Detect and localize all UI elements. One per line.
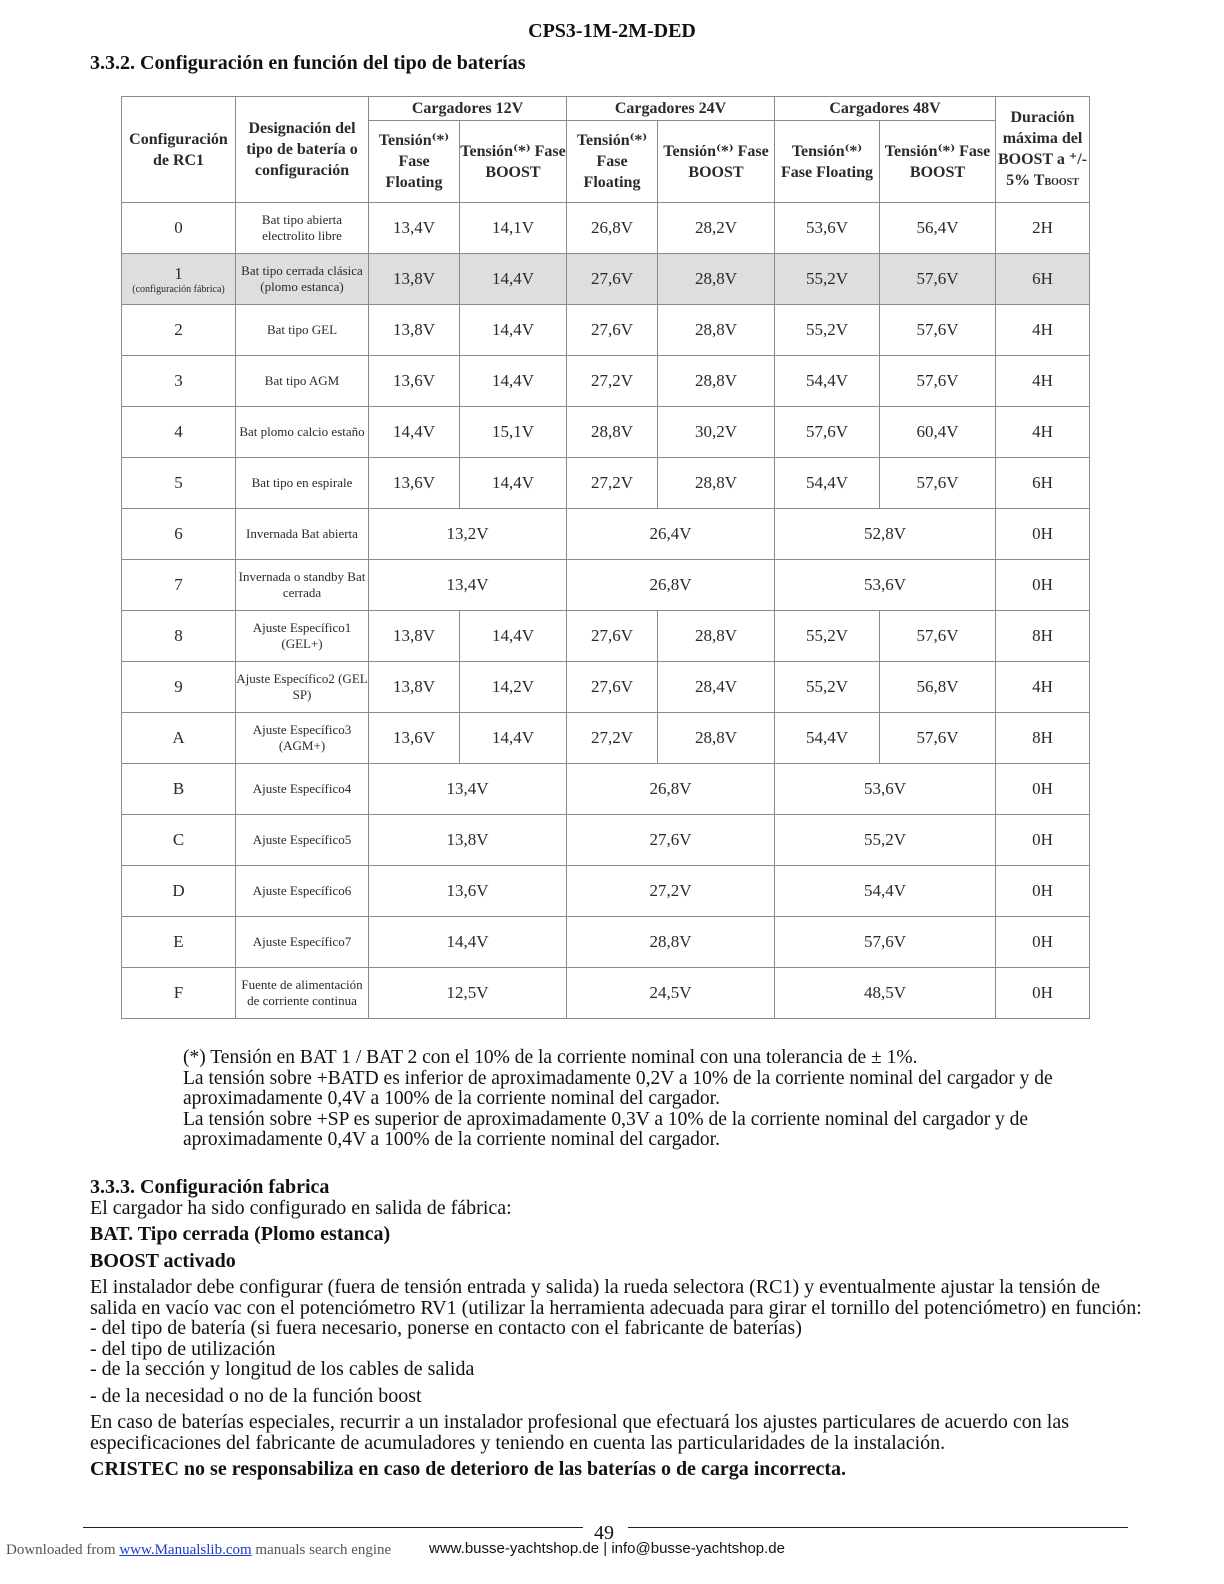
- config-key: 9: [174, 677, 183, 696]
- voltage-cell: 57,6V: [880, 356, 996, 407]
- factory-config-intro: El cargador ha sido configurado en salida de fábrica:: [90, 1196, 512, 1219]
- voltage-cell: 13,8V: [369, 662, 460, 713]
- battery-config-table: [121, 96, 1090, 1019]
- criteria-item-2: - del tipo de utilización: [90, 1337, 276, 1360]
- header-48v-floating: Tensión⁽*⁾ Fase Floating: [775, 121, 880, 203]
- config-key-cell: [122, 305, 236, 356]
- voltage-cell: 14,1V: [460, 203, 567, 254]
- config-key-cell: [122, 560, 236, 611]
- header-designation: Designación del tipo de batería o configuración: [236, 97, 369, 203]
- voltage-cell: 13,4V: [369, 764, 567, 815]
- table-row: [122, 407, 1090, 458]
- footer-manualslib-link[interactable]: www.Manualslib.com: [119, 1542, 252, 1558]
- table-row: [122, 458, 1090, 509]
- config-key: E: [173, 932, 184, 951]
- voltage-cell: 27,2V: [567, 713, 658, 764]
- config-key: 0: [174, 218, 183, 237]
- config-key-cell: [122, 764, 236, 815]
- table-row: [122, 509, 1090, 560]
- config-key: F: [173, 983, 184, 1002]
- config-key: 8: [174, 626, 183, 645]
- voltage-cell: 57,6V: [880, 305, 996, 356]
- table-row: [122, 917, 1090, 968]
- voltage-cell: 28,8V: [658, 356, 775, 407]
- voltage-cell: 14,4V: [460, 713, 567, 764]
- config-key: A: [172, 728, 185, 747]
- voltage-cell: 28,8V: [658, 458, 775, 509]
- boost-duration-cell: 0H: [996, 509, 1090, 560]
- table-row: [122, 968, 1090, 1019]
- voltage-cell: 28,8V: [658, 254, 775, 305]
- voltage-cell: 26,8V: [567, 560, 775, 611]
- criteria-item-1: - del tipo de batería (si fuera necesario, ponerse en contacto con el fabricante de baterías): [90, 1317, 802, 1339]
- config-key-cell: [122, 203, 236, 254]
- table-row: [122, 254, 1090, 305]
- header-group-12v: Cargadores 12V: [369, 97, 567, 121]
- config-key-cell: [122, 968, 236, 1019]
- voltage-cell: 53,6V: [775, 560, 996, 611]
- table-row: [122, 866, 1090, 917]
- footer-engine-label: manuals search engine: [255, 1542, 392, 1558]
- voltage-cell: 55,2V: [775, 815, 996, 866]
- voltage-cell: 13,6V: [369, 356, 460, 407]
- voltage-cell: 28,8V: [567, 917, 775, 968]
- voltage-cell: 52,8V: [775, 509, 996, 560]
- config-key-cell: [122, 713, 236, 764]
- voltage-cell: 56,4V: [880, 203, 996, 254]
- config-key-cell: [122, 662, 236, 713]
- voltage-cell: 13,4V: [369, 560, 567, 611]
- voltage-cell: 53,6V: [775, 203, 880, 254]
- voltage-cell: 57,6V: [775, 407, 880, 458]
- battery-designation: Bat tipo abierta electrolito libre: [236, 203, 369, 254]
- boost-duration-cell: 0H: [996, 866, 1090, 917]
- header-boost-duration-sub: BOOST: [1044, 176, 1079, 188]
- voltage-cell: 14,4V: [460, 305, 567, 356]
- voltage-cell: 57,6V: [880, 254, 996, 305]
- voltage-cell: 13,2V: [369, 509, 567, 560]
- battery-designation: Fuente de alimentación de corriente continua: [236, 968, 369, 1019]
- voltage-cell: 28,2V: [658, 203, 775, 254]
- voltage-cell: 14,2V: [460, 662, 567, 713]
- table-row: [122, 815, 1090, 866]
- battery-designation: Bat tipo AGM: [236, 356, 369, 407]
- section-3-3-3: [90, 1177, 1150, 1480]
- voltage-cell: 13,8V: [369, 254, 460, 305]
- section-title-3-3-2: 3.3.2. Configuración en función del tipo de baterías: [90, 52, 526, 74]
- note-1: (*) Tensión en BAT 1 / BAT 2 con el 10% de la corriente nominal con una tolerancia de ± 1%.: [183, 1047, 918, 1068]
- voltage-cell: 54,4V: [775, 866, 996, 917]
- document-header: CPS3-1M-2M-DED: [528, 20, 696, 42]
- voltage-cell: 14,4V: [460, 611, 567, 662]
- voltage-cell: 27,6V: [567, 305, 658, 356]
- config-key: 4: [174, 422, 183, 441]
- config-key-cell: [122, 917, 236, 968]
- boost-duration-cell: 4H: [996, 407, 1090, 458]
- boost-duration-cell: 0H: [996, 968, 1090, 1019]
- boost-duration-cell: 6H: [996, 458, 1090, 509]
- voltage-cell: 27,6V: [567, 815, 775, 866]
- config-key: 1: [174, 263, 183, 283]
- config-key-cell: [122, 866, 236, 917]
- voltage-cell: 24,5V: [567, 968, 775, 1019]
- battery-designation: Ajuste Específico6: [236, 866, 369, 917]
- voltage-cell: 27,6V: [567, 254, 658, 305]
- config-key: C: [172, 830, 185, 849]
- voltage-cell: 30,2V: [658, 407, 775, 458]
- battery-designation: Ajuste Específico4: [236, 764, 369, 815]
- voltage-cell: 27,2V: [567, 458, 658, 509]
- factory-battery-type: BAT. Tipo cerrada (Plomo estanca): [90, 1223, 391, 1245]
- config-key: 2: [174, 320, 183, 339]
- voltage-cell: 13,8V: [369, 305, 460, 356]
- voltage-cell: 26,8V: [567, 764, 775, 815]
- voltage-cell: 27,2V: [567, 866, 775, 917]
- voltage-cell: 27,6V: [567, 662, 658, 713]
- disclaimer: CRISTEC no se responsabiliza en caso de deterioro de las baterías o de carga incorrecta.: [90, 1458, 847, 1480]
- header-group-48v: Cargadores 48V: [775, 97, 996, 121]
- config-key: D: [172, 881, 185, 900]
- table-row: [122, 305, 1090, 356]
- voltage-cell: 14,4V: [460, 356, 567, 407]
- table-row: [122, 203, 1090, 254]
- note-3: La tensión sobre +SP es superior de aproximadamente 0,3V a 10% de la corriente nominal del cargador y de aproximadamente 0,4V a 100% de la corriente nominal del cargador.: [183, 1108, 1029, 1150]
- voltage-cell: 28,8V: [567, 407, 658, 458]
- voltage-cell: 26,8V: [567, 203, 658, 254]
- battery-designation: Ajuste Específico3 (AGM+): [236, 713, 369, 764]
- voltage-cell: 15,1V: [460, 407, 567, 458]
- header-12v-boost: Tensión⁽*⁾ Fase BOOST: [460, 121, 567, 203]
- voltage-cell: 14,4V: [369, 407, 460, 458]
- battery-designation: Bat tipo cerrada clásica (plomo estanca): [236, 254, 369, 305]
- voltage-cell: 55,2V: [775, 611, 880, 662]
- factory-boost-state: BOOST activado: [90, 1249, 236, 1272]
- boost-duration-cell: 4H: [996, 356, 1090, 407]
- table-row: [122, 560, 1090, 611]
- voltage-cell: 60,4V: [880, 407, 996, 458]
- config-key: B: [172, 779, 185, 798]
- note-2: La tensión sobre +BATD es inferior de aproximadamente 0,2V a 10% de la corriente nominal del cargador y de aproximadamente 0,4V a 100% de la corriente nominal del cargador.: [183, 1067, 1053, 1109]
- header-config-rc1: Configuración de RC1: [122, 97, 236, 203]
- config-key-note: (configuración fábrica): [132, 283, 225, 295]
- voltage-cell: 26,4V: [567, 509, 775, 560]
- boost-duration-cell: 6H: [996, 254, 1090, 305]
- config-key: 3: [174, 371, 183, 390]
- boost-duration-cell: 8H: [996, 611, 1090, 662]
- voltage-cell: 48,5V: [775, 968, 996, 1019]
- battery-designation: Bat plomo calcio estaño: [236, 407, 369, 458]
- voltage-cell: 13,6V: [369, 866, 567, 917]
- footer-downloaded-label: Downloaded from: [6, 1542, 116, 1558]
- battery-designation: Ajuste Específico5: [236, 815, 369, 866]
- table-row: [122, 764, 1090, 815]
- boost-duration-cell: 0H: [996, 560, 1090, 611]
- config-key: 6: [174, 524, 183, 543]
- voltage-cell: 57,6V: [775, 917, 996, 968]
- header-boost-duration-text: Duración máxima del BOOST a ⁺/- 5% T: [997, 108, 1088, 189]
- config-key-cell: [122, 509, 236, 560]
- footer-shop-contact: www.busse-yachtshop.de | info@busse-yachtshop.de: [429, 1540, 785, 1557]
- config-key-cell: [122, 407, 236, 458]
- voltage-cell: 54,4V: [775, 713, 880, 764]
- header-group-24v: Cargadores 24V: [567, 97, 775, 121]
- voltage-cell: 13,6V: [369, 713, 460, 764]
- voltage-cell: 13,8V: [369, 815, 567, 866]
- voltage-cell: 55,2V: [775, 305, 880, 356]
- voltage-cell: 27,6V: [567, 611, 658, 662]
- voltage-cell: 28,8V: [658, 611, 775, 662]
- voltage-cell: 57,6V: [880, 713, 996, 764]
- voltage-cell: 57,6V: [880, 611, 996, 662]
- voltage-cell: 56,8V: [880, 662, 996, 713]
- table-notes: [183, 1048, 1143, 1151]
- voltage-cell: 14,4V: [460, 254, 567, 305]
- voltage-cell: 28,8V: [658, 713, 775, 764]
- criteria-item-4: - de la necesidad o no de la función boost: [90, 1384, 422, 1407]
- footer-divider-right: [628, 1527, 1128, 1528]
- battery-designation: Bat tipo GEL: [236, 305, 369, 356]
- header-12v-floating: Tensión⁽*⁾ Fase Floating: [369, 121, 460, 203]
- installer-instructions: El instalador debe configurar (fuera de tensión entrada y salida) la rueda selectora (RC1) y eventualmente ajustar la tensión de salida en vacío vac con el potenciómetro RV1 (utilizar la herramienta adecuada para girar el tornillo del potenciómetro) en función:: [90, 1276, 1142, 1319]
- battery-designation: Bat tipo en espirale: [236, 458, 369, 509]
- boost-duration-cell: 0H: [996, 815, 1090, 866]
- voltage-cell: 53,6V: [775, 764, 996, 815]
- voltage-cell: 14,4V: [369, 917, 567, 968]
- voltage-cell: 13,6V: [369, 458, 460, 509]
- boost-duration-cell: 8H: [996, 713, 1090, 764]
- page-number: 49: [594, 1522, 614, 1544]
- voltage-cell: 55,2V: [775, 662, 880, 713]
- table-row: [122, 713, 1090, 764]
- voltage-cell: 14,4V: [460, 458, 567, 509]
- special-batteries-note: En caso de baterías especiales, recurrir a un instalador profesional que efectuará los ajustes particulares de acuerdo con las especificaciones del fabricante de acumuladores y teniendo en cuenta las particularidades de la instalación.: [90, 1411, 1070, 1454]
- table-row: [122, 662, 1090, 713]
- section-title-3-3-3: 3.3.3. Configuración fabrica: [90, 1176, 330, 1198]
- header-24v-boost: Tensión⁽*⁾ Fase BOOST: [658, 121, 775, 203]
- battery-config-table-body: [122, 203, 1090, 1019]
- voltage-cell: 54,4V: [775, 458, 880, 509]
- boost-duration-cell: 4H: [996, 662, 1090, 713]
- voltage-cell: 28,4V: [658, 662, 775, 713]
- boost-duration-cell: 4H: [996, 305, 1090, 356]
- battery-designation: Ajuste Específico2 (GEL SP): [236, 662, 369, 713]
- voltage-cell: 27,2V: [567, 356, 658, 407]
- header-boost-duration: [996, 97, 1090, 203]
- footer-divider-left: [83, 1527, 583, 1528]
- config-key-cell: [122, 815, 236, 866]
- battery-designation: Invernada Bat abierta: [236, 509, 369, 560]
- header-48v-boost: Tensión⁽*⁾ Fase BOOST: [880, 121, 996, 203]
- battery-designation: Ajuste Específico1 (GEL+): [236, 611, 369, 662]
- boost-duration-cell: 2H: [996, 203, 1090, 254]
- table-row: [122, 611, 1090, 662]
- voltage-cell: 54,4V: [775, 356, 880, 407]
- header-24v-floating: Tensión⁽*⁾ Fase Floating: [567, 121, 658, 203]
- battery-designation: Ajuste Específico7: [236, 917, 369, 968]
- voltage-cell: 13,4V: [369, 203, 460, 254]
- table-row: [122, 356, 1090, 407]
- boost-duration-cell: 0H: [996, 764, 1090, 815]
- config-key-cell: [122, 611, 236, 662]
- battery-designation: Invernada o standby Bat cerrada: [236, 560, 369, 611]
- config-key: 7: [174, 575, 183, 594]
- boost-duration-cell: 0H: [996, 917, 1090, 968]
- voltage-cell: 28,8V: [658, 305, 775, 356]
- footer-download-note: [6, 1542, 391, 1559]
- criteria-item-3: - de la sección y longitud de los cables de salida: [90, 1358, 475, 1380]
- config-key-cell: [122, 356, 236, 407]
- voltage-cell: 55,2V: [775, 254, 880, 305]
- config-key-cell: [122, 458, 236, 509]
- config-key: 5: [174, 473, 183, 492]
- voltage-cell: 57,6V: [880, 458, 996, 509]
- voltage-cell: 13,8V: [369, 611, 460, 662]
- config-key-cell: [122, 254, 236, 305]
- voltage-cell: 12,5V: [369, 968, 567, 1019]
